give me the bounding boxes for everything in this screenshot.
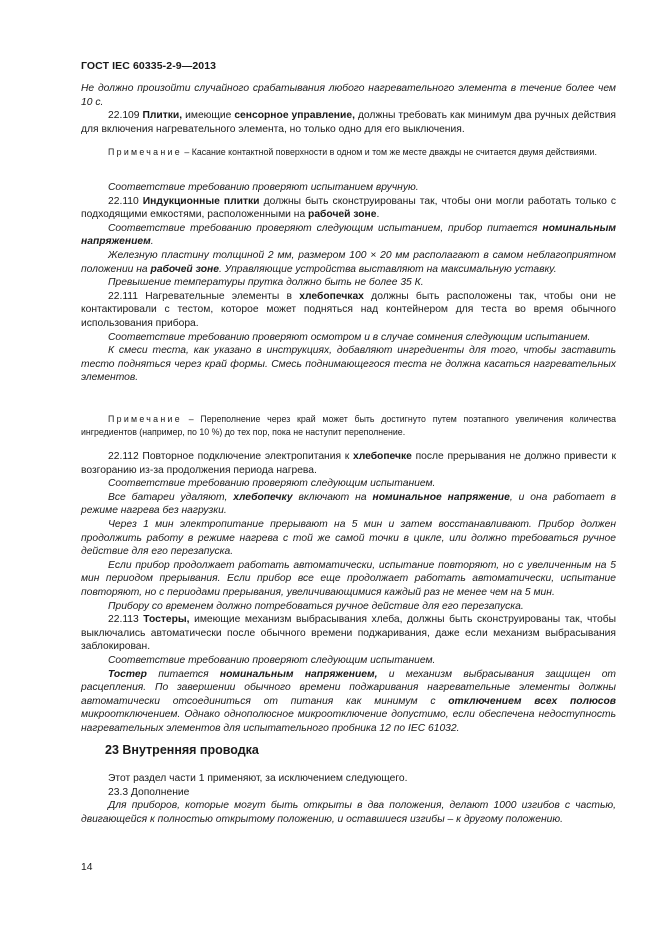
paragraph: Железную пластину толщиной 2 мм, размером 100 × 20 мм располагают в самом неблагоприятном положении на рабочей зоне. Управляющие устройства выставляют на максимальную уставку.: [81, 249, 616, 275]
paragraph: Соответствие требованию проверяют следующим испытанием.: [108, 478, 436, 490]
paragraph: Соответствие требованию проверяют осмотром и в случае сомнения следующим испытанием.: [108, 331, 591, 343]
paragraph: Для приборов, которые могут быть открыты в два положения, делают 1000 изгибов с частью, двигающейся к полностью открытому положению, и оставшиеся изгибы – к другому положению.: [81, 800, 616, 825]
note-label: Примечание: [108, 147, 182, 157]
paragraph: Прибору со временем должно потребоваться ручное действие для его перезапуска.: [108, 600, 524, 612]
paragraph: Все батареи удаляют, хлебопечку включают на номинальное напряжение, и она работает в режиме нагрева без нагрузки.: [81, 491, 616, 517]
clause-22-109: 22.109 Плитки, имеющие сенсорное управление, должны требовать как минимум два ручных действия для включения нагревательного элемента, но только одно для его выключения.: [81, 110, 616, 135]
paragraph: Тостер питается номинальным напряжением, и механизм выбрасывания защищен от расцепления. По завершении обычного времени поджаривания нагревательные элементы должны автоматически отсоединиться от питания как минимум с отключением всех полюсов микроотключением. Однако однополюсное микроотключение допустимо, если обеспечена недоступность нагревательных элементов для испытательного пробника 12 по IEC 61032.: [81, 668, 616, 734]
paragraph: Этот раздел части 1 применяют, за исключением следующего.: [108, 773, 408, 784]
paragraph: Если прибор продолжает работать автоматически, испытание повторяют, но с увеличенным на 5 мин периодом прерывания. Если прибор все еще продолжает работать автоматически, испытание повторяют, но с периодами прерывания, увеличивающимися каждый раз не менее чем на 5 мин.: [81, 559, 616, 598]
paragraph: Соответствие требованию проверяют испытанием вручную.: [108, 182, 419, 193]
paragraph: К смеси теста, как указано в инструкциях, добавляют ингредиенты для того, чтобы заставить тесто подняться через край формы. Смесь поднимающегося теста не должна касаться нагревательных элементов.: [81, 345, 616, 384]
clause-22-113: 22.113 Тостеры, имеющие механизм выбрасывания хлеба, должны быть сконструированы так, чтобы выключались автоматически после обычного времени поджаривания, даже если механизм выбрасывания заблокирован.: [81, 614, 617, 653]
document-header: ГОСТ IEC 60335-2-9—2013: [81, 60, 217, 72]
paragraph: Через 1 мин электропитание прерывают на 5 мин и затем восстанавливают. Прибор должен продолжить работу в режиме нагрева с той же самой точки в цикле, или должно требоваться ручное действие для его перезапуска.: [81, 518, 616, 558]
note-1: Примечание – Касание контактной поверхности в одном и том же месте дважды не считается двумя действиями.: [108, 147, 597, 157]
clause-22-112: 22.112 Повторное подключение электропитания к хлебопечке после прерывания не должно привести к возгоранию из-за продолжения периода нагрева.: [81, 451, 616, 476]
text-block-22-112-113: [81, 450, 616, 735]
note-2: Примечание – Переполнение через край может быть достигнуто путем поэтапного увеличения количества ингредиентов (например, по 10 %) до тех пор, пока не наступит переполнение.: [81, 414, 616, 437]
paragraph: Превышение температуры прутка должно быть не более 35 К.: [108, 277, 424, 289]
paragraph: Соответствие требованию проверяют следующим испытанием.: [108, 654, 436, 666]
text-block-22-110-111: [81, 181, 616, 385]
clause-22-111: 22.111 Нагревательные элементы в хлебопечках должны быть расположены так, чтобы они не контактировали с тестом, которое может подняться над контейнером для теста во время обычного использования прибора.: [81, 290, 616, 329]
paragraph: Не должно произойти случайного срабатывания любого нагревательного элемента в течение более чем 10 с.: [81, 83, 616, 108]
text-block-22-109: [81, 82, 616, 136]
subclause-23-3: 23.3 Дополнение: [108, 786, 190, 798]
page-number: 14: [81, 862, 93, 873]
note-label: Примечание: [108, 414, 182, 424]
text-block-23: [81, 772, 616, 826]
paragraph: Соответствие требованию проверяют следующим испытанием, прибор питается номинальным напряжением.: [81, 222, 616, 248]
clause-22-110: 22.110 Индукционные плитки должны быть сконструированы так, чтобы они могли работать только с подходящими емкостями, расположенными на рабочей зоне.: [81, 195, 616, 221]
section-title: 23 Внутренняя проводка: [105, 743, 259, 757]
